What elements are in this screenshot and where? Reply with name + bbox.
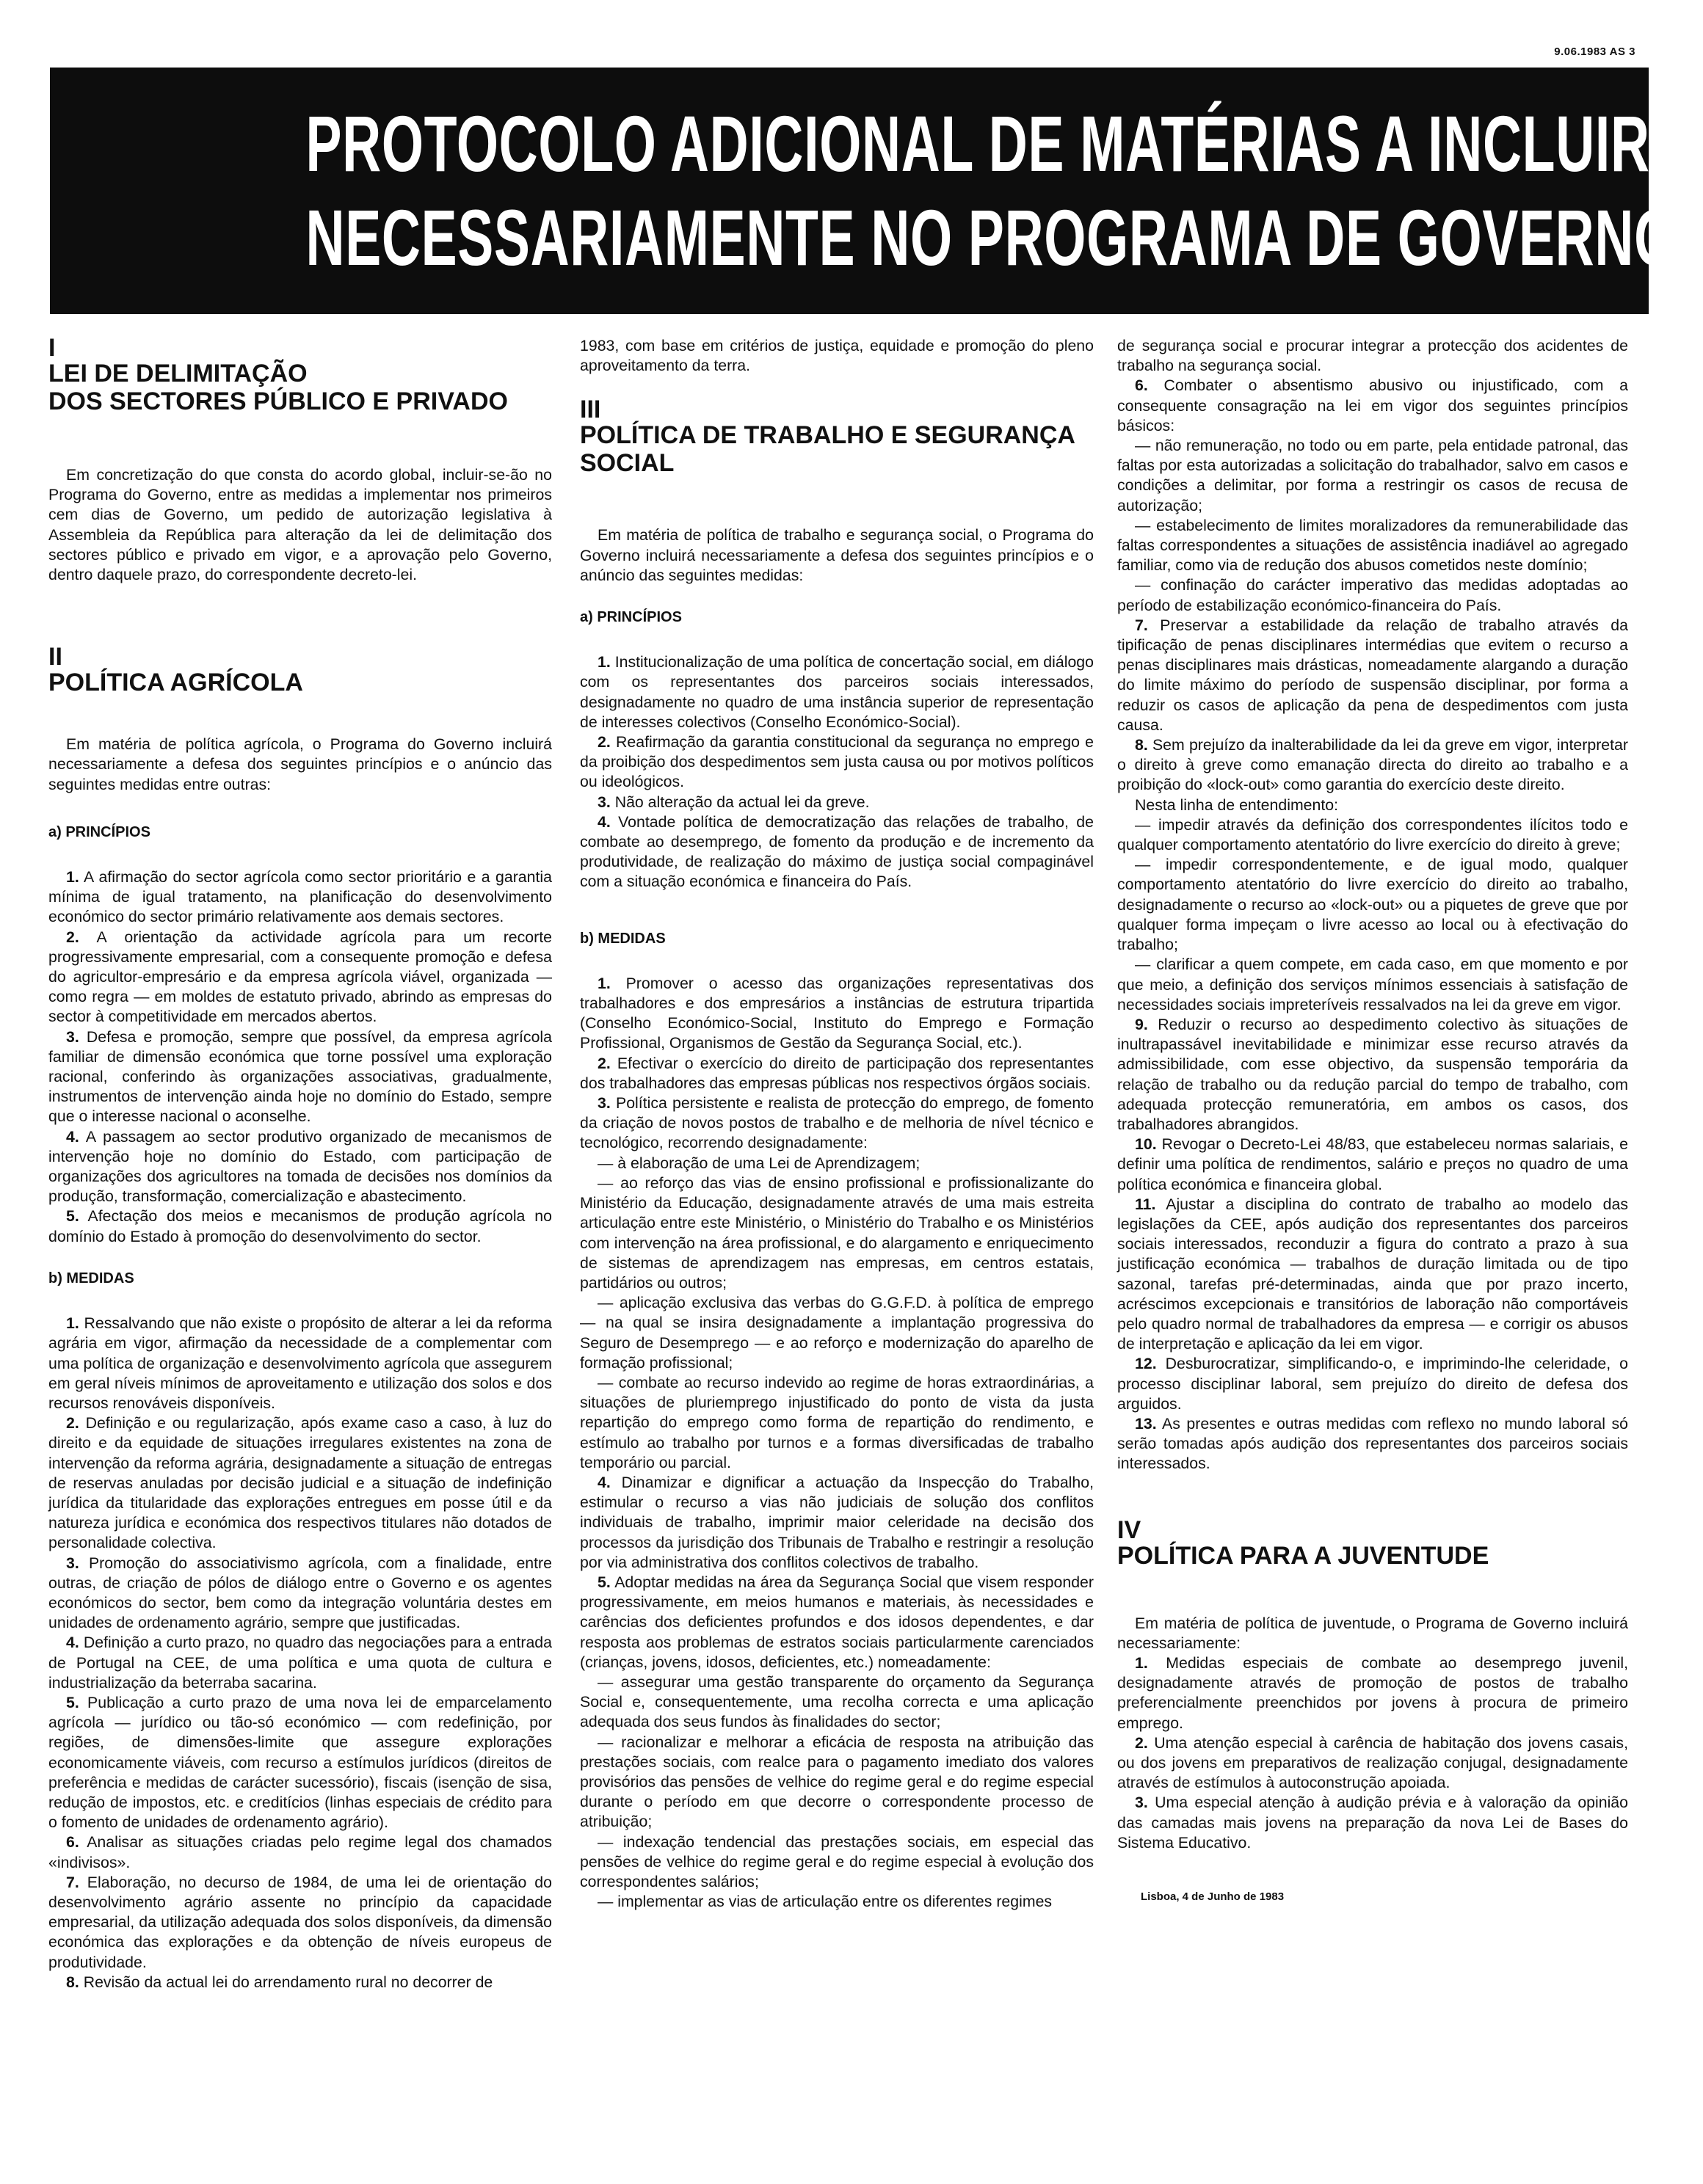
- section-title: SOCIAL: [580, 449, 675, 478]
- list-item: 4. Definição a curto prazo, no quadro das negociações para a entrada de Portugal na CEE, de uma política e uma quota de cultura e industrialização da beterraba sacarina.: [48, 1634, 552, 1692]
- list-item: 11. Ajustar a disciplina do contrato de trabalho ao modelo das legislações da CEE, após audição dos representantes dos parceiros sociais interessados, reconduzir a figura do contrato a prazo à sua justificação económica — trabalhos de duração limitada ou de tipo sazonal, tarefas pré-determinadas, ainda que por prazo incerto, acréscimos excepcionais e transitórios de laboração não comportáveis pelo quadro normal de trabalhadores da empresa — e corrigir os abusos de interpretação e aplicação da lei em vigor.: [1117, 1195, 1628, 1353]
- section-title: POLÍTICA AGRÍCOLA: [48, 669, 303, 697]
- list-item: 4. A passagem ao sector produtivo organizado de mecanismos de intervenção hoje no domínio do Estado, com participação de organizações dos agricultores na tomada de decisões nos domínios da produção, transformação, comercialização e abastecimento.: [48, 1127, 552, 1206]
- list-item: 3. Promoção do associativismo agrícola, com a finalidade, entre outras, de criação de pólos de diálogo entre o Governo e os agentes económicos do sector, bem como da integração voluntária destes em unidades de ordenamento agrário, sempre que justificadas.: [48, 1554, 552, 1632]
- list-item: — implementar as vias de articulação entre os diferentes regimes: [598, 1893, 1053, 1911]
- list-item: 12. Desburocratizar, simplificando-o, e imprimindo-lhe celeridade, o processo disciplinar laboral, sem prejuízo do direito de defesa dos arguidos.: [1117, 1355, 1628, 1413]
- list-item: 7. Preservar a estabilidade da relação de trabalho através da tipificação de penas disciplinares intermédias que evitem o recurso a penas disciplinares mais drásticas, nomeadamente alargando a duração do limite máximo do período de suspensão disciplinar, por forma a reduzir os casos de aplicação da pena de despedimentos com justa causa.: [1117, 616, 1628, 734]
- list-item: — racionalizar e melhorar a eficácia de resposta na atribuição das prestações sociais, com realce para o pagamento imediato dos valores provisórios das pensões de velhice do regime geral e do regime especial durante o período em que decorre o correspondente processo de atribuição;: [580, 1733, 1094, 1831]
- banner-title-line-1: PROTOCOLO ADICIONAL DE MATÉRIAS A INCLUIR: [305, 99, 1650, 188]
- list-item: 5. Publicação a curto prazo de uma nova lei de emparcelamento agrícola — jurídico ou tão-só económico — com redefinição, por regiões, de dimensões-limite que assegure explorações economicamente viáveis, com recurso a estímulos jurídicos (direitos de preferência e medidas de carácter sucessório), fiscais (isenção de sisa, redução de impostos, etc. e creditícios (linhas especiais de crédito para o fomento de unidades de ordenamento agrário).: [48, 1693, 552, 1832]
- title-banner: [50, 68, 1677, 314]
- list-item: 2. Reafirmação da garantia constitucional da segurança no emprego e da proibição dos despedimentos sem justa causa ou por motivos políticos ou ideológicos.: [580, 733, 1094, 791]
- list-item: 10. Revogar o Decreto-Lei 48/83, que estabeleceu normas salariais, e definir uma política de rendimentos, salário e preços no quadro de uma política económica e financeira global.: [1117, 1135, 1628, 1193]
- list-item: — aplicação exclusiva das verbas do G.G.F.D. à política de emprego — na qual se insira designadamente a implantação progressiva do Seguro de Desemprego — e ao reforço e modernização do aparelho de formação profissional;: [580, 1294, 1094, 1372]
- section-number: II: [48, 643, 62, 671]
- paragraph: Em matéria de política agrícola, o Programa do Governo incluirá necessariamente a defesa dos seguintes princípios e o anúncio das seguintes medidas entre outras:: [48, 735, 552, 793]
- list-item: 6. Analisar as situações criadas pelo regime legal dos chamados «indivisos».: [48, 1833, 552, 1871]
- section-title: POLÍTICA DE TRABALHO E SEGURANÇA: [580, 421, 1075, 450]
- section-title: POLÍTICA PARA A JUVENTUDE: [1117, 1541, 1489, 1570]
- list-item: 2. A orientação da actividade agrícola para um recorte progressivamente empresarial, com a consequente promoção e defesa do agricultor-empresário e da empresa agrícola viável, organizada — como regra — em moldes de estatuto privado, abrindo as empresas do sector à competitividade em mercados abertos.: [48, 928, 553, 1026]
- column-1: [48, 336, 552, 1992]
- list-item: — impedir através da definição dos correspondentes ilícitos todo e qualquer comportamento atentatório do livre exercício do direito à greve;: [1117, 815, 1628, 854]
- list-item: 2. Efectivar o exercício do direito de participação dos representantes dos trabalhadores das empresas públicas nos respectivos órgãos sociais.: [580, 1054, 1094, 1092]
- list-item: Nesta linha de entendimento:: [1135, 796, 1339, 814]
- section-number: III: [580, 396, 601, 424]
- list-item: 1. Institucionalização de uma política de concertação social, em diálogo com os representantes dos parceiros sociais interessados, designadamente no quadro de uma instância superior de representação de interesses colectivos (Conselho Económico-Social).: [580, 653, 1094, 731]
- list-item: 13. As presentes e outras medidas com reflexo no mundo laboral só serão tomadas após audição dos representantes dos parceiros sociais interessados.: [1117, 1414, 1628, 1473]
- banner-title-line-2: NECESSARIAMENTE NO PROGRAMA DE GOVERNO: [305, 193, 1677, 282]
- list-item: 9. Reduzir o recurso ao despedimento colectivo às situações de inultrapassável inevitabilidade e minimizar esse recurso através da admissibilidade, com esse objectivo, da suspensão temporária da relação de trabalho ou da redução parcial do tempo de trabalho, com adequada protecção remuneratória, em ambos os casos, dos trabalhadores abrangidos.: [1117, 1015, 1628, 1133]
- list-item: — indexação tendencial das prestações sociais, em especial das pensões de velhice do regime geral e do regime especial à evolução dos correspondentes salários;: [580, 1832, 1094, 1890]
- section-number: IV: [1117, 1515, 1141, 1544]
- list-item: — clarificar a quem compete, em cada caso, em que momento e por que meio, a definição dos serviços mínimos essenciais à satisfação de necessidades sociais impreteríveis ressalvados na lei da greve em vigor.: [1117, 956, 1628, 1013]
- list-item: — confinação do carácter imperativo das medidas adoptadas ao período de estabilização económico-financeira do País.: [1117, 576, 1628, 614]
- list-item: 8. Sem prejuízo da inalterabilidade da lei da greve em vigor, interpretar o direito à greve como emanação directa do direito ao trabalho e a proibição do «lock-out» como garantia do exercício deste direito.: [1117, 736, 1628, 794]
- list-item: 4. Vontade política de democratização das relações de trabalho, de combate ao desemprego, de fomento da produção e de incremento da produtividade, de realização do máximo de justiça social compaginável com a situação económica e financeira do País.: [580, 812, 1094, 891]
- list-item: 4. Dinamizar e dignificar a actuação da Inspecção do Trabalho, estimular o recurso a vias não judiciais de solução dos conflitos individuais de trabalho, imprimir maior celeridade na decisão dos processos da jurisdição dos Tribunais de Trabalho e restringir a resolução por via administrativa dos conflitos colectivos de trabalho.: [580, 1473, 1094, 1571]
- list-item: 2. Definição e ou regularização, após exame caso a caso, à luz do direito e da equidade de situações irregulares existentes na zona de intervenção da reforma agrária, designadamente a situação de entregas de reservas anuladas por decisão judicial e a situação de indefinição jurídica da titularidade das explorações entregues em posse útil e da natureza jurídica e económica dos respectivos titulares não dotados de personalidade colectiva.: [48, 1414, 552, 1552]
- list-item: 8. Revisão da actual lei do arrendamento rural no decorrer de: [66, 1973, 493, 1991]
- column-2: [580, 336, 1094, 1912]
- list-item: 3. Política persistente e realista de protecção do emprego, de fomento da criação de novos postos de trabalho e de melhoria de nível técnico e tecnológico, recorrendo designadamente:: [580, 1094, 1094, 1152]
- subsection-heading: a) PRINCÍPIOS: [48, 823, 150, 840]
- section-title: DOS SECTORES PÚBLICO E PRIVADO: [48, 387, 508, 415]
- list-item: 1. Medidas especiais de combate ao desemprego juvenil, designadamente através de promoção de postos de trabalho preferencialmente preenchidos por jovens à procura de primeiro emprego.: [1117, 1653, 1629, 1732]
- list-item: — à elaboração de uma Lei de Aprendizagem;: [598, 1154, 921, 1172]
- paragraph: Em matéria de política de juventude, o Programa de Governo incluirá necessariamente:: [1117, 1614, 1628, 1652]
- subsection-heading: b) MEDIDAS: [48, 1270, 134, 1286]
- list-item: 7. Elaboração, no decurso de 1984, de uma lei de orientação do desenvolvimento agrário assente no princípio da capacidade empresarial, da utilização adequada dos solos disponíveis, da dimensão económica das explorações e da obtenção de níveis europeus de produtividade.: [48, 1873, 552, 1971]
- paragraph: de segurança social e procurar integrar a protecção dos acidentes de trabalho na segurança social.: [1117, 337, 1628, 375]
- list-item: 5. Afectação dos meios e mecanismos de produção agrícola no domínio do Estado à promoção do desenvolvimento do sector.: [48, 1207, 552, 1245]
- list-item: 3. Não alteração da actual lei da greve.: [598, 793, 870, 811]
- list-item: — assegurar uma gestão transparente do orçamento da Segurança Social e, consequentemente, uma recolha correcta e uma aplicação adequada dos seus fundos às finalidades do sector;: [580, 1672, 1094, 1731]
- section-title: LEI DE DELIMITAÇÃO: [48, 360, 308, 387]
- paragraph: Em matéria de política de trabalho e segurança social, o Programa do Governo incluirá necessariamente a defesa dos seguintes princípios e o anúncio das seguintes medidas:: [580, 526, 1094, 584]
- subsection-heading: a) PRINCÍPIOS: [580, 609, 682, 626]
- list-item: — impedir correspondentemente, e de igual modo, qualquer comportamento atentatório do livre exercício do direito ao trabalho, designadamente o recurso ao «lock-out» ou a piquetes de greve que por qualquer forma impeçam o livre acesso ao local ou à efectivação do trabalho;: [1117, 856, 1628, 954]
- list-item: — ao reforço das vias de ensino profissional e profissionalizante do Ministério da Educação, designadamente através de uma mais estreita articulação entre este Ministério, o Ministério do Trabalho e os Ministérios com intervenção na área profissional, e do alargamento e enriquecimento de sistemas de aprendizagem nas empresas, em centros estatais, partidários ou outros;: [580, 1173, 1094, 1292]
- subsection-heading: b) MEDIDAS: [580, 930, 666, 947]
- list-item: 5. Adoptar medidas na área da Segurança Social que visem responder progressivamente, em meios humanos e materiais, às necessidades e carências dos deficientes profundos e dos idosos dependentes, e dar resposta aos problemas de estratos sociais particularmente carenciados (crianças, jovens, idosos, deficientes, etc.) nomeadamente:: [580, 1573, 1094, 1671]
- list-item: 1. Ressalvando que não existe o propósito de alterar a lei da reforma agrária em vigor, afirmação da necessidade de a complementar com uma política de organização e desenvolvimento agrícola que assegurem em geral níveis mínimos de aproveitamento e utilização dos solos e dos recursos renováveis disponíveis.: [48, 1314, 552, 1412]
- list-item: 1. Promover o acesso das organizações representativas dos trabalhadores e dos empresários a instâncias de estrutura tripartida (Conselho Económico-Social, Instituto do Emprego e Formação Profissional, Organismos de Gestão da Segurança Social, etc.).: [580, 974, 1094, 1052]
- paragraph: Em concretização do que consta do acordo global, incluir-se-ão no Programa do Governo, entre as medidas a implementar nos primeiros cem dias de Governo, um pedido de autorização legislativa à Assembleia da República para alteração da lei de delimitação dos sectores público e privado em vigor, e a aprovação pelo Governo, dentro daquele prazo, do correspondente decreto-lei.: [48, 466, 552, 584]
- signature: Lisboa, 4 de Junho de 1983: [1141, 1890, 1285, 1904]
- paragraph: 1983, com base em critérios de justiça, equidade e promoção do pleno aproveitamento da terra.: [580, 337, 1094, 375]
- list-item: — não remuneração, no todo ou em parte, pela entidade patronal, das faltas por esta autorizadas a solicitação do trabalhador, salvo em casos e condições a delimitar, por forma a restringir os casos de recusa de autorização;: [1117, 437, 1628, 514]
- list-item: 1. A afirmação do sector agrícola como sector prioritário e a garantia mínima de igual tratamento, na planificação do desenvolvimento económico do sector primário relativamente aos demais sectores.: [48, 868, 552, 926]
- list-item: — combate ao recurso indevido ao regime de horas extraordinárias, a situações de pluriemprego injustificado do ponto de vista da justa repartição do emprego como forma de repartição do rendimento, e estímulo ao trabalho por turnos e a formas diversificadas de trabalho temporário ou parcial.: [580, 1373, 1094, 1471]
- list-item: — estabelecimento de limites moralizadores da remunerabilidade das faltas correspondentes a situações de assistência inadiável ao agregado familiar, como via de redução dos abusos cometidos neste domínio;: [1117, 516, 1628, 575]
- list-item: 3. Uma especial atenção à audição prévia e à valoração da opinião das camadas mais jovens na preparação da nova Lei de Bases do Sistema Educativo.: [1117, 1794, 1628, 1852]
- column-3: [1117, 336, 1628, 1907]
- section-number: I: [48, 334, 56, 362]
- page-reference: 9.06.1983 AS 3: [1554, 46, 1635, 58]
- list-item: 2. Uma atenção especial à carência de habitação dos jovens casais, ou dos jovens em preparativos de realização conjugal, designadamente através de estímulos à autoconstrução apoiada.: [1117, 1733, 1628, 1792]
- list-item: 6. Combater o absentismo abusivo ou injustificado, com a consequente consagração na lei em vigor dos seguintes princípios básicos:: [1117, 376, 1628, 434]
- list-item: 3. Defesa e promoção, sempre que possível, da empresa agrícola familiar de dimensão económica que torne possível uma exploração racional, conferindo às organizações associativas, gradualmente, instrumentos de intervenção ainda hoje no domínio do Estado, sempre que o interesse nacional o aconselhe.: [48, 1027, 552, 1126]
